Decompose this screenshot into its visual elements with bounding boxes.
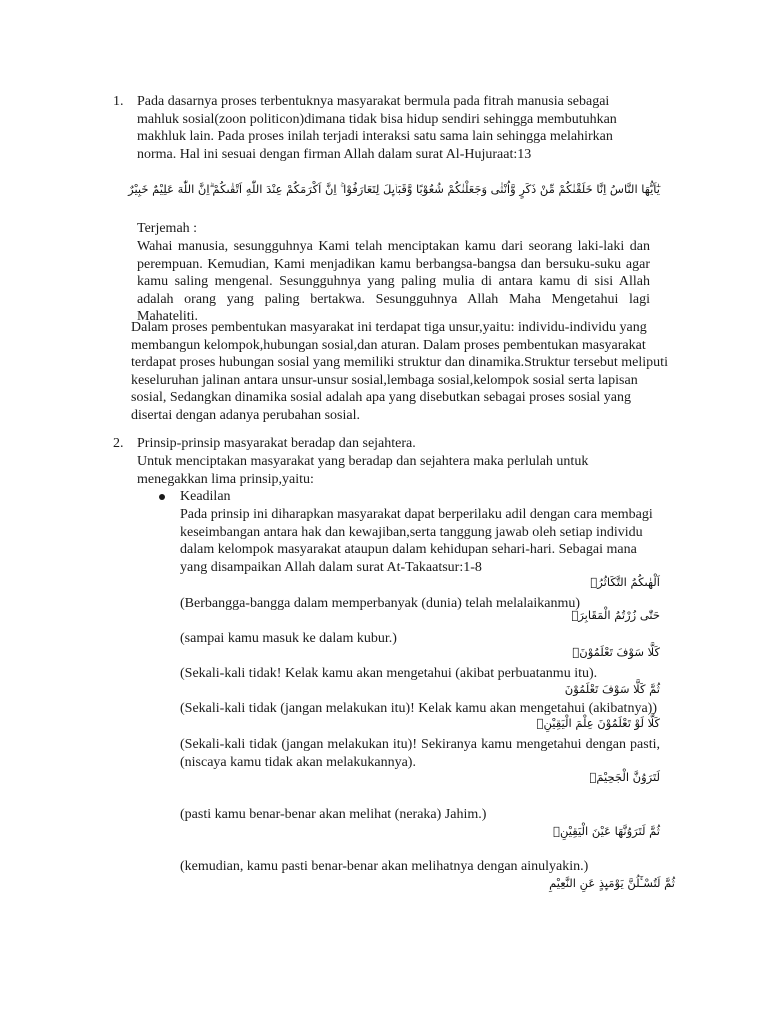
terjemah-text: Wahai manusia, sesungguhnya Kami telah menciptakan kamu dari seorang laki-laki dan perempuan. Kemudian, Kami menjadikan kamu berbangsa-bangsa dan bersuku-suku agar kamu saling mengenal. Sesungguhnya yang paling mulia di antara kamu di sisi Allah adalah orang yang paling bertakwa. Sesungguhnya Allah Maha Mengetahui lagi Mahateliti.: [137, 239, 650, 324]
bullet-title: Keadilan: [180, 489, 231, 504]
arabic-verse-5: كَلَّا لَوْ تَعْلَمُوْنَ عِلْمَ الْيَقِيْنِۗ: [536, 716, 660, 730]
bullet-text: Pada prinsip ini diharapkan masyarakat dapat berperilaku adil dengan cara membagi keseimbangan antara hak dan kewajiban,serta tanggung jawab oleh setiap individu dalam kelompok masyarakat ataupun dalam kehidupan sehari-hari. Sebagai mana yang disampaikan Allah dalam surat At-Takaatsur:1-8: [180, 507, 653, 575]
item1-intro: Pada dasarnya proses terbentuknya masyarakat bermula pada fitrah manusia sebagai mahluk sosial(zoon politicon)dimana tidak bisa hidup sendiri sehingga membutuhkan makhluk lain. Pada proses inilah terjadi interaksi satu sama lain sehingga melahirkan norma. Hal ini sesuai dengan firman Allah dalam surat Al-Hujuraat:13: [137, 94, 617, 162]
bullet-marker: [159, 494, 165, 500]
verse-translation-6: (pasti kamu benar-benar akan melihat (neraka) Jahim.): [180, 807, 487, 822]
arabic-verse-8: ثُمَّ لَتُسْـَٔلُنَّ يَوْمَىِٕذٍ عَنِ النَّعِيْمِ: [549, 876, 675, 890]
arabic-verse-4: ثُمَّ كَلَّا سَوْفَ تَعْلَمُوْنَ: [564, 682, 660, 696]
arabic-verse-3: كَلَّا سَوْفَ تَعْلَمُوْنَۙ: [572, 645, 660, 659]
item1-paragraph: Dalam proses pembentukan masyarakat ini terdapat tiga unsur,yaitu: individu-individu yang membangun kelompok,hubungan sosial,dan aturan. Dalam proses pembentukan masyarakat terdapat proses hubungan sosial yang memiliki struktur dan dinamika.Struktur tersebut meliputi keseluruhan jalinan antara unsur-unsur sosial,lembaga sosial,kelompok sosial serta lapisan sosial, Sedangkan dinamika sosial adalah apa yang disebutkan sebagai proses sosial yang disertai dengan adanya perubahan sosial.: [131, 320, 668, 423]
verse-translation-3: (Sekali-kali tidak! Kelak kamu akan mengetahui (akibat perbuatanmu itu).: [180, 666, 598, 681]
arabic-verse-7: ثُمَّ لَتَرَوُنَّهَا عَيْنَ الْيَقِيْنِۙ: [553, 824, 660, 838]
verse-translation-5: (Sekali-kali tidak (jangan melakukan itu)! Sekiranya kamu mengetahui dengan pasti, (niscaya kamu tidak akan melakukannya).: [180, 737, 660, 770]
verse-translation-1: (Berbangga-bangga dalam memperbanyak (dunia) telah melalaikanmu): [180, 596, 580, 611]
item2-intro: Untuk menciptakan masyarakat yang beradap dan sejahtera maka perlulah untuk menegakkan lima prinsip,yaitu:: [137, 454, 589, 487]
verse-translation-7: (kemudian, kamu pasti benar-benar akan melihatnya dengan ainulyakin.): [180, 859, 589, 874]
verse-translation-4: (Sekali-kali tidak (jangan melakukan itu)! Kelak kamu akan mengetahui (akibatnya)): [180, 701, 657, 716]
list-number-2: 2.: [113, 436, 124, 451]
arabic-verse-6: لَتَرَوُنَّ الْجَحِيْمَۙ: [589, 770, 660, 784]
verse-translation-2: (sampai kamu masuk ke dalam kubur.): [180, 631, 397, 646]
item2-title: Prinsip-prinsip masyarakat beradap dan sejahtera.: [137, 436, 416, 451]
terjemah-label: Terjemah :: [137, 221, 198, 236]
arabic-verse-hujuraat: يٰٓاَيُّهَا النَّاسُ اِنَّا خَلَقْنٰكُمْ مِّنْ ذَكَرٍ وَّاُنْثٰى وَجَعَلْنٰكُمْ شُعُوْبًا وَّقَبَاۤىِٕلَ لِتَعَارَفُوْا ۚ اِنَّ اَكْرَمَكُمْ عِنْدَ اللّٰهِ اَتْقٰىكُمْ ۗاِنَّ اللّٰهَ عَلِيْمٌ خَبِيْرٌ: [128, 182, 660, 196]
list-number-1: 1.: [113, 94, 124, 109]
arabic-verse-2: حَتّٰى زُرْتُمُ الْمَقَابِرَۗ: [571, 608, 660, 622]
arabic-verse-1: اَلْهٰىكُمُ التَّكَاثُرُۙ: [590, 575, 660, 589]
